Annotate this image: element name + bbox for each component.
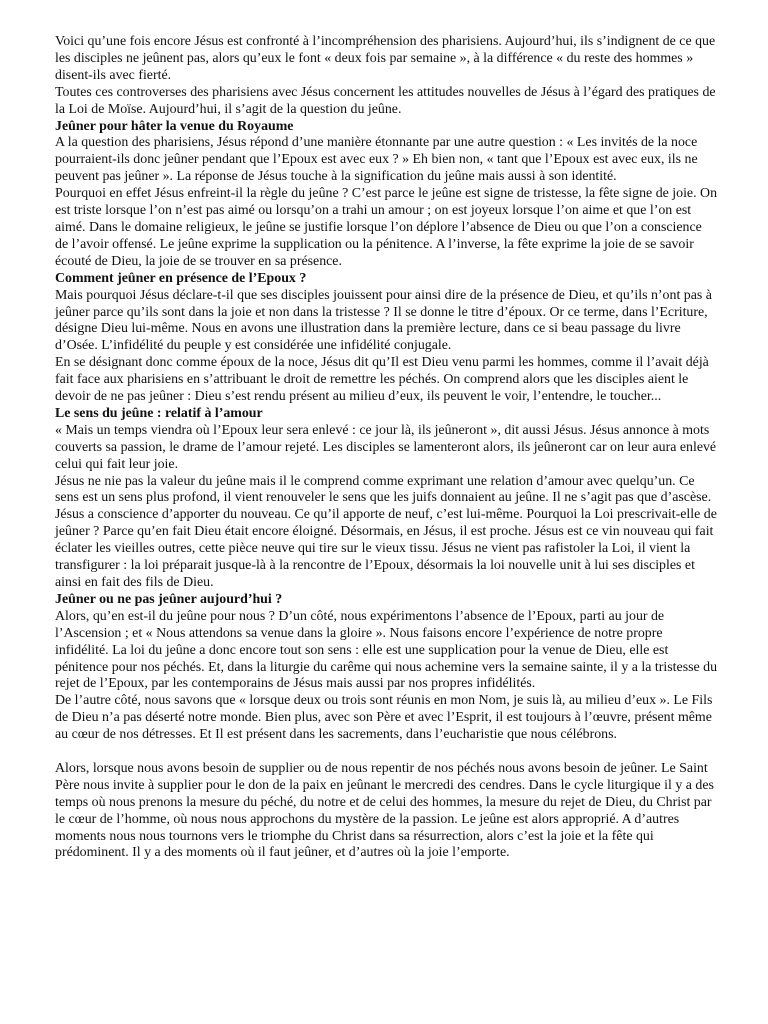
- paragraph: Toutes ces controverses des pharisiens avec Jésus concernent les attitudes nouvelles de Jésus à l’égard des pratiques de la Loi de Moïse. Aujourd’hui, il s’agit de la question du jeûne.: [55, 84, 716, 117]
- paragraph: Alors, qu’en est-il du jeûne pour nous ? D’un côté, nous expérimentons l’absence de l’Epoux, parti au jour de l’Ascension ; et « Nous attendons sa venue dans la gloire ». Nous faisons encore l’expérience de notre propre infidélité. La loi du jeûne a donc encore tout son sens : elle est une supplication pour la venue de Dieu, elle est pénitence pour nos péchés. Et, dans la liturgie du carême qui nous achemine vers la semaine sainte, il y a la tristesse du rejet de l’Epoux, par les contemporains de Jésus mais aussi par nos propres infidélités.: [55, 608, 718, 692]
- paragraph: A la question des pharisiens, Jésus répond d’une manière étonnante par une autre question : « Les invités de la noce pourraient-ils donc jeûner pendant que l’Epoux est avec eux ? » Eh bien non, « tant que l’Epoux est avec eux, ils ne peuvent pas jeûner ». La réponse de Jésus touche à la signification du jeûne mais aussi à son identité.: [55, 135, 698, 185]
- paragraph: De l’autre côté, nous savons que « lorsque deux ou trois sont réunis en mon Nom, je suis là, au milieu d’eux ». Le Fils de Dieu n’a pas déserté notre monde. Bien plus, avec son Père et avec l’Esprit, il est toujours à l’œuvre, présent même au cœur de nos détresses. Et Il est présent dans les sacrements, dans l’eucharistie que nous célébrons.: [55, 693, 713, 743]
- paragraph: Alors, lorsque nous avons besoin de supplier ou de nous repentir de nos péchés nous avons besoin de jeûner. Le Saint Père nous invite à supplier pour le don de la paix en jeûnant le mercredi des cendres. Dans le cycle liturgique il y a des temps où nous prenons la mesure du péché, du notre et de celui des hommes, la mesure du rejet de Dieu, du Christ par le cœur de l’homme, où nous nous approchons du mystère de la passion. Le jeûne est alors approprié. A d’autres moments nous nous tournons vers le triomphe du Christ dans sa résurrection, alors c’est la joie et la fête qui prédominent. Il y a des moments où il faut jeûner, et d’autres où la joie l’emporte.: [55, 760, 714, 861]
- paragraph: Jésus ne nie pas la valeur du jeûne mais il le comprend comme exprimant une relation d’amour avec quelqu’un. Ce sens est un sens plus profond, il vient renouveler le sens que les juifs donnaient au jeûne. Il ne s’agit pas que d’ascèse.: [55, 473, 712, 506]
- paragraph: Jésus a conscience d’apporter du nouveau. Ce qu’il apporte de neuf, c’est lui-même. Pourquoi la Loi prescrivait-elle de jeûner ? Parce qu’en fait Dieu était encore éloigné. Désormais, en Jésus, il est proche. Jésus est ce vin nouveau qui fait éclater les vieilles outres, cette pièce neuve qui tire sur le vieux tissu. Jésus ne vient pas rafistoler la Loi, il vient la transfigurer : la loi préparait jusque-là à la rencontre de l’Epoux, désormais la loi nouvelle unit à lui ses disciples et ainsi en fait des fils de Dieu.: [55, 507, 717, 590]
- paragraph: En se désignant donc comme époux de la noce, Jésus dit qu’Il est Dieu venu parmi les hommes, comme il l’avait déjà fait face aux pharisiens en s’attribuant le droit de remettre les péchés. On comprend alors que les disciples aient le devoir de ne pas jeûner : Dieu s’est rendu présent au milieu d’eux, ils peuvent le voir, l’entendre, le toucher...: [55, 355, 709, 405]
- section-heading: Comment jeûner en présence de l’Epoux ?: [55, 270, 307, 286]
- section-heading: Jeûner ou ne pas jeûner aujourd’hui ?: [55, 591, 283, 607]
- paragraph: Voici qu’une fois encore Jésus est confronté à l’incompréhension des pharisiens. Aujourd’hui, ils s’indignent de ce que les disciples ne jeûnent pas, alors qu’eux le font « deux fois par semaine », à la différence « du reste des hommes » disent-ils avec fierté.: [55, 34, 716, 83]
- section-heading: Jeûner pour hâter la venue du Royaume: [55, 118, 294, 134]
- paragraph: Pourquoi en effet Jésus enfreint-il la règle du jeûne ? C’est parce le jeûne est signe de tristesse, la fête signe de joie. On est triste lorsque l’on n’est pas aimé ou lorsqu’on a trahi un amour ; on est joyeux lorsque l’on aime et que l’on est aimé. Dans le domaine religieux, le jeûne se justifie lorsque l’on déplore l’absence de Dieu ou que l’on a conscience de l’avoir offensé. Le jeûne exprime la supplication ou la pénitence. A l’inverse, la fête exprime la joie de se savoir écouté de Dieu, la joie de se trouver en sa présence.: [55, 186, 718, 269]
- blank-line: [55, 744, 718, 761]
- section-heading: Le sens du jeûne : relatif à l’amour: [55, 405, 263, 421]
- paragraph: « Mais un temps viendra où l’Epoux leur sera enlevé : ce jour là, ils jeûneront », dit aussi Jésus. Jésus annonce à mots couverts sa passion, le drame de l’amour rejeté. Les disciples se lamenteront alors, ils jeûneront car on leur aura enlevé celui qui fait leur joie.: [55, 422, 717, 472]
- paragraph: Mais pourquoi Jésus déclare-t-il que ses disciples jouissent pour ainsi dire de la présence de Dieu, et qu’ils n’ont pas à jeûner parce qu’ils sont dans la joie et non dans la tristesse ? Il se donne le titre d’époux. Or ce terme, dans l’Ecriture, désigne Dieu lui-même. Nous en avons une illustration dans la première lecture, dans ce si beau passage du livre d’Osée. L’infidélité du peuple y est considérée une infidélité conjugale.: [55, 287, 712, 354]
